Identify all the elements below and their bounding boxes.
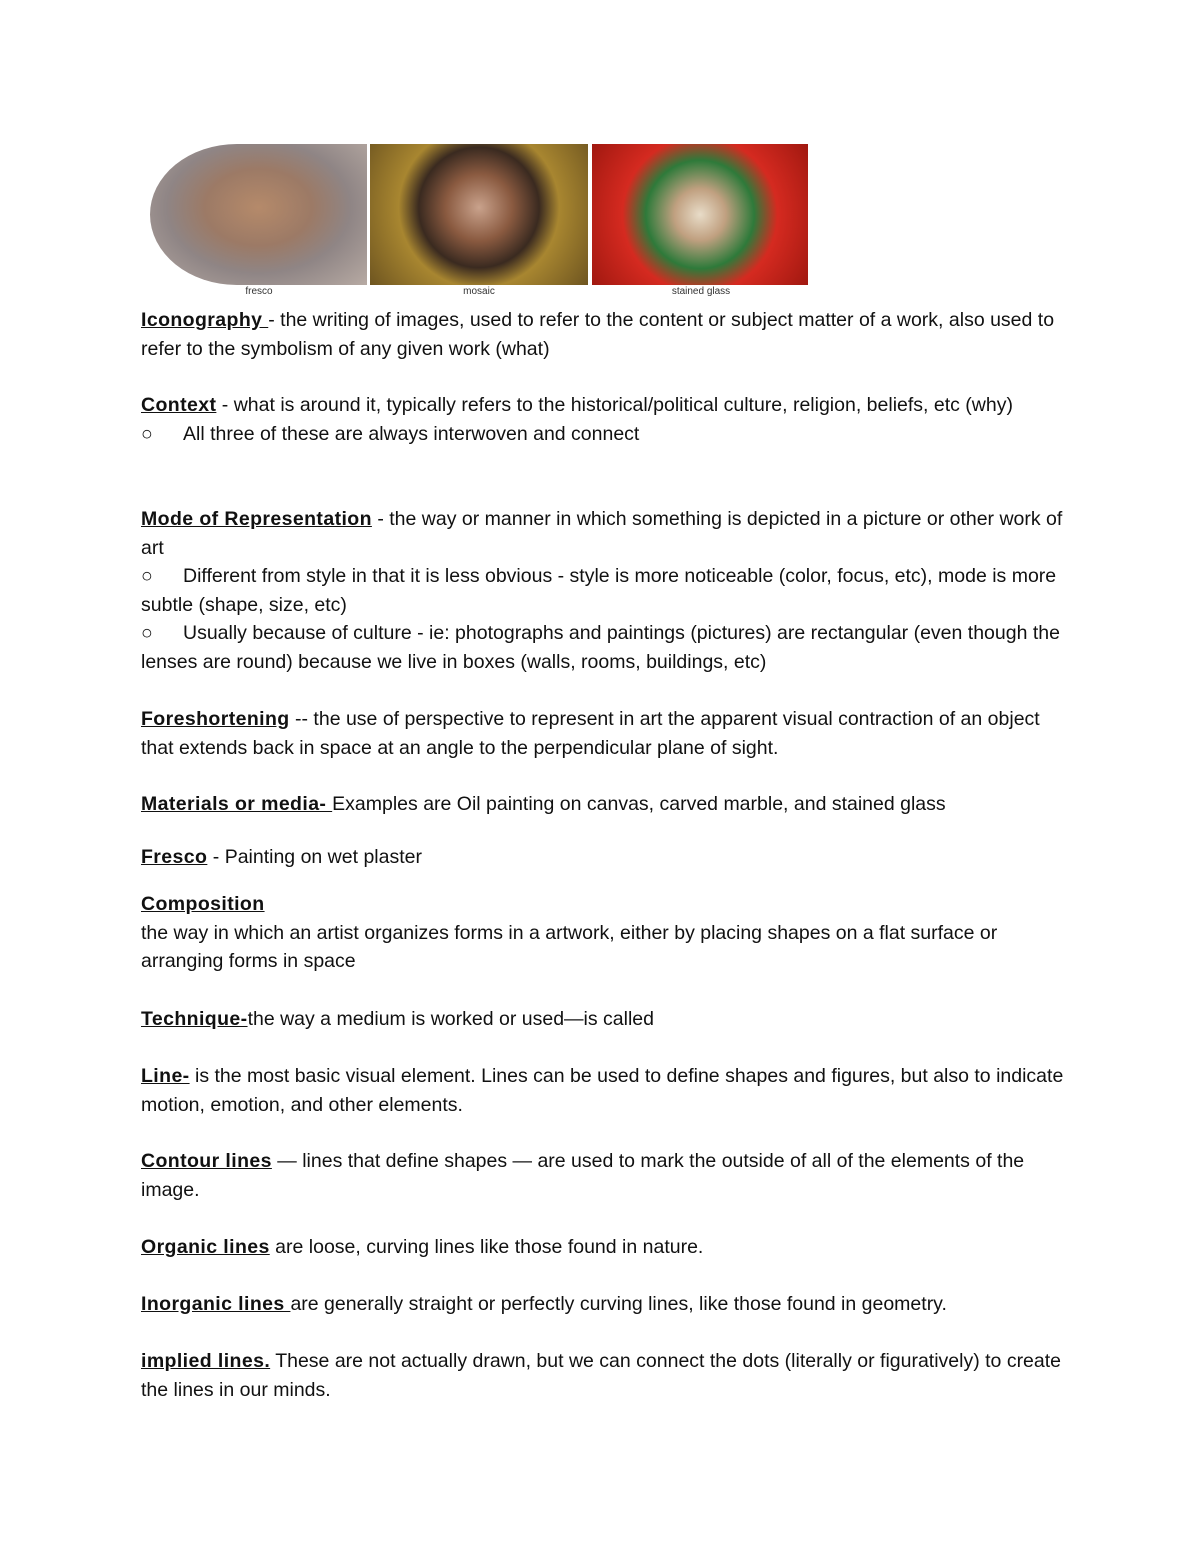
term: Iconography (141, 309, 269, 331)
term: Fresco (141, 846, 208, 868)
definition-text: These are not actually drawn, but we can connect the dots (literally or figuratively) to create the lines in our minds. (141, 1350, 1062, 1401)
definition-line (141, 1062, 1071, 1119)
term: Foreshortening (141, 708, 290, 730)
definition-text: are generally straight or perfectly curving lines, like those found in geometry. (290, 1293, 947, 1315)
bullet-text: All three of these are always interwoven and connect (183, 422, 640, 445)
mosaic-image (370, 144, 588, 285)
definition-implied-lines (141, 1347, 1071, 1404)
definition-materials (141, 790, 1071, 819)
definition-context (141, 391, 1071, 448)
term: Contour lines (141, 1150, 272, 1172)
bullet-text: Usually because of culture - ie: photographs and paintings (pictures) are rectangular (even though the lenses are round) because we live in boxes (walls, rooms, buildings, etc) (141, 622, 1060, 673)
bullet-icon: ○ (141, 622, 153, 645)
stained-glass-image (592, 144, 808, 285)
term: Context (141, 394, 217, 416)
bullet-icon: ○ (141, 422, 153, 445)
term: Line- (141, 1065, 190, 1087)
definition-mode-of-representation (141, 505, 1071, 677)
term: implied lines. (141, 1350, 271, 1372)
term: Technique- (141, 1008, 248, 1030)
definition-iconography (141, 306, 1071, 363)
definition-text: - what is around it, typically refers to the historical/political culture, religion, beliefs, etc (why) (216, 394, 1013, 416)
term: Materials or media- (141, 793, 333, 815)
definition-text: the way in which an artist organizes forms in a artwork, either by placing shapes on a flat surface or arranging forms in space (141, 921, 998, 973)
definition-inorganic-lines (141, 1290, 1071, 1319)
fresco-image (150, 144, 367, 285)
definition-text: the way a medium is worked or used—is called (247, 1008, 654, 1030)
definition-contour-lines (141, 1147, 1071, 1204)
definition-text: -- the use of perspective to represent in art the apparent visual contraction of an object that extends back in space at an angle to the perpendicular plane of sight. (141, 708, 1040, 759)
term: Mode of Representation (141, 508, 372, 530)
definition-text: - the way or manner in which something is depicted in a picture or other work of art (141, 508, 1063, 559)
term: Composition (141, 893, 265, 915)
image-caption: mosaic (463, 286, 495, 297)
term: Organic lines (141, 1236, 270, 1258)
definition-text: Examples are Oil painting on canvas, carved marble, and stained glass (332, 793, 946, 815)
image-caption: fresco (245, 286, 273, 297)
term: Inorganic lines (141, 1293, 291, 1315)
definition-text: are loose, curving lines like those found in nature. (269, 1236, 704, 1258)
image-caption: stained glass (671, 286, 731, 297)
definition-organic-lines (141, 1233, 1071, 1262)
bullet-text: Different from style in that it is less obvious - style is more noticeable (color, focus, etc), mode is more subtle (shape, size, etc) (141, 565, 1057, 616)
bullet-icon: ○ (141, 565, 153, 588)
definition-text: - the writing of images, used to refer to the content or subject matter of a work, also used to refer to the symbolism of any given work (what) (141, 309, 1055, 360)
definition-text: — lines that define shapes — are used to mark the outside of all of the elements of the image. (141, 1150, 1025, 1201)
definition-foreshortening (141, 705, 1071, 762)
definition-text: is the most basic visual element. Lines can be used to define shapes and figures, but also to indicate motion, emotion, and other elements. (141, 1065, 1064, 1116)
definition-fresco (141, 843, 1071, 872)
definition-composition (141, 890, 1071, 976)
definition-technique (141, 1005, 1071, 1034)
definition-text: - Painting on wet plaster (207, 846, 422, 868)
